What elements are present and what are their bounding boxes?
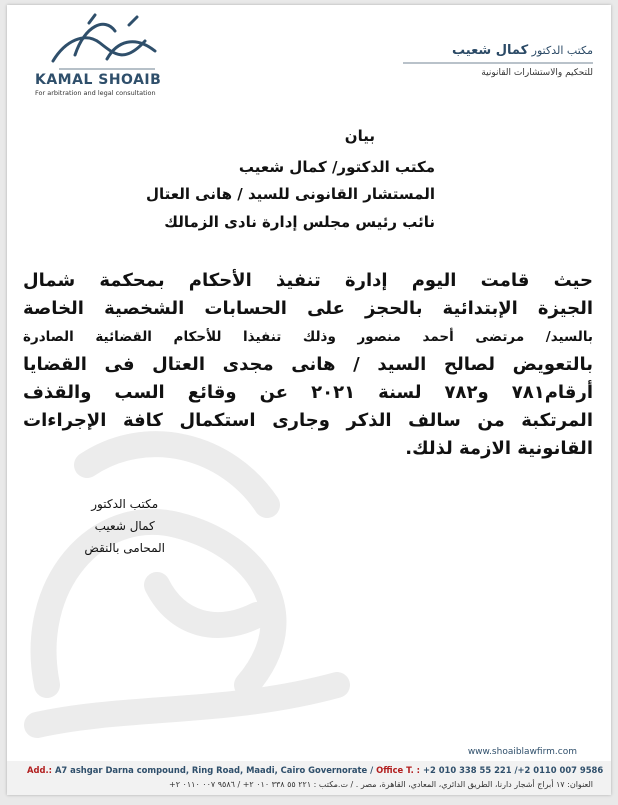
office-phone-label: Office T. : xyxy=(376,765,421,775)
address-label: Add.: xyxy=(27,765,53,775)
office-subtitle: للتحكيم والاستشارات القانونية xyxy=(481,68,593,78)
logo-name: KAMAL SHOAIB xyxy=(35,72,162,88)
office-title xyxy=(403,43,593,58)
signature-line: مكتب الدكتور xyxy=(91,497,159,511)
address-line-3: نائب رئيس مجلس إدارة نادى الزمالك xyxy=(164,213,435,231)
address-text: A7 ashgar Darna compound, Ring Road, Maadi, Cairo Governorate / xyxy=(54,765,374,775)
office-phones: +2 010 338 55 221 /+2 0110 007 9586 xyxy=(422,765,604,775)
paragraph-line: بالتعويض لصالح السيد / هانى مجدى العتال فى القضايا xyxy=(23,354,593,375)
signature-line: كمال شعيب xyxy=(94,519,155,533)
calligraphy-logo-icon xyxy=(45,11,163,73)
company-logo xyxy=(33,11,183,101)
paragraph-line: أرقام٧٨١ و٧٨٢ لسنة ٢٠٢١ عن وقائع السب والقذف xyxy=(23,382,593,403)
paragraph-line: بالسيد/ مرتضى أحمد منصور وذلك تنفيذا للأحكام القضائية الصادرة xyxy=(23,329,593,345)
address-line-1: مكتب الدكتور/ كمال شعيب xyxy=(238,158,435,176)
header-divider xyxy=(403,62,593,64)
address-line-2: المستشار القانونى للسيد / هانى العتال xyxy=(145,185,435,203)
office-name: كمال شعيب xyxy=(452,43,529,58)
footer-address-ar: العنوان: ١٧ أبراج أشجار دارنا، الطريق الدائري، المعادي، القاهرة، مصر . / ت.مكتب : ٢٢١ ٥٥ ٣٣٨ ٠١٠ ٢+ / ٩٥٨٦ ٠٠٧ ٠١١٠ ٢+ xyxy=(169,780,593,789)
paragraph-line: حيث قامت اليوم إدارة تنفيذ الأحكام بمحكمة شمال xyxy=(23,270,593,291)
website-link[interactable]: www.shoaiblawfirm.com xyxy=(467,747,577,757)
footer-address-en xyxy=(27,765,603,775)
office-prefix: مكتب الدكتور xyxy=(531,44,593,57)
paragraph-line: الجيزة الإبتدائية بالحجز على الحسابات الشخصية الخاصة xyxy=(23,298,593,319)
signature-block xyxy=(84,493,165,559)
statement-paragraph xyxy=(23,267,593,463)
paragraph-line: القانونية الازمة لذلك. xyxy=(405,438,593,459)
document-page xyxy=(7,5,611,795)
office-header xyxy=(403,43,593,78)
signature-line: المحامى بالنقض xyxy=(84,541,165,555)
statement-heading: بيان xyxy=(344,127,375,145)
logo-tagline: For arbitration and legal consultation xyxy=(35,89,156,97)
paragraph-line: المرتكبة من سالف الذكر وجارى استكمال كافة الإجراءات xyxy=(23,410,593,431)
